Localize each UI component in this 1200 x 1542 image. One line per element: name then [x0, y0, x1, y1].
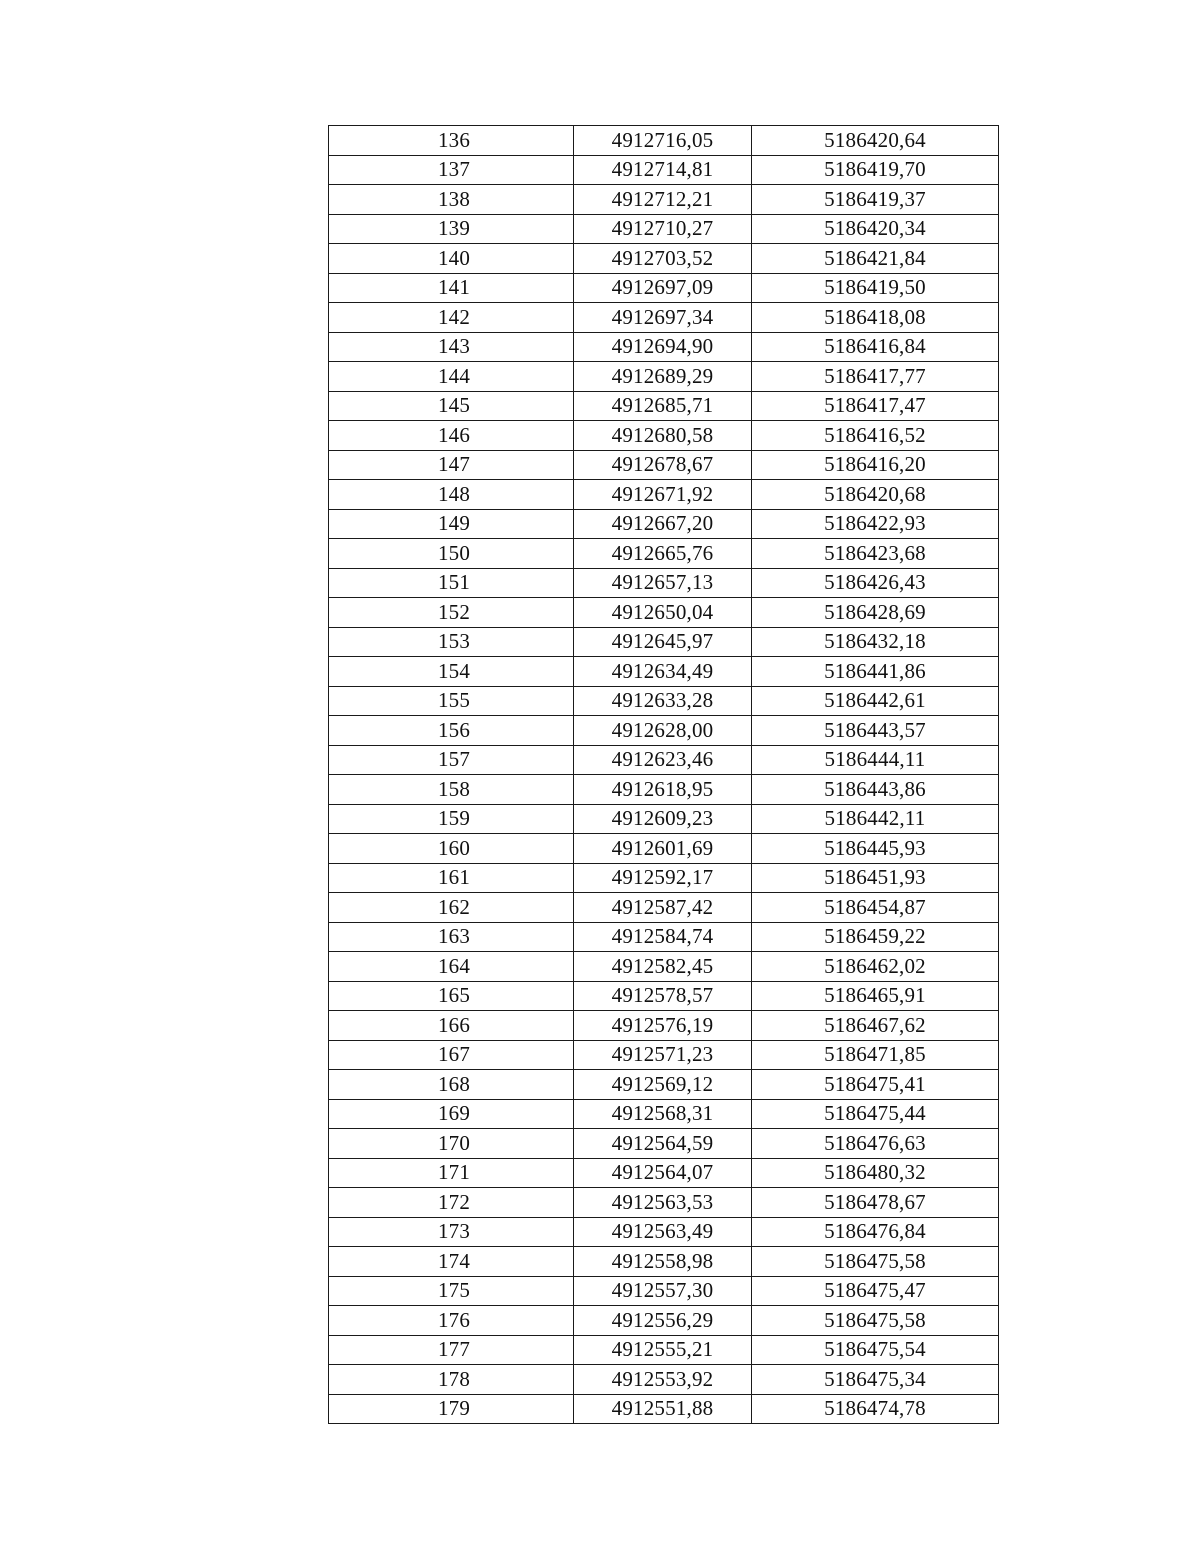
table-row — [329, 657, 999, 687]
point-number-cell: 144 — [329, 362, 574, 392]
y-coordinate-cell: 5186423,68 — [752, 539, 999, 569]
x-coordinate-cell: 4912563,53 — [574, 1188, 752, 1218]
y-coordinate-cell: 5186419,50 — [752, 273, 999, 303]
y-coordinate-cell: 5186476,84 — [752, 1217, 999, 1247]
x-coordinate-cell: 4912665,76 — [574, 539, 752, 569]
point-number-cell: 178 — [329, 1365, 574, 1395]
y-coordinate-cell: 5186462,02 — [752, 952, 999, 982]
point-number-cell: 139 — [329, 214, 574, 244]
y-coordinate-cell: 5186475,34 — [752, 1365, 999, 1395]
y-coordinate-cell: 5186419,37 — [752, 185, 999, 215]
x-coordinate-cell: 4912618,95 — [574, 775, 752, 805]
table-row — [329, 981, 999, 1011]
coordinates-table — [328, 125, 999, 1424]
point-number-cell: 146 — [329, 421, 574, 451]
x-coordinate-cell: 4912716,05 — [574, 126, 752, 156]
table-row — [329, 1099, 999, 1129]
table-row — [329, 1070, 999, 1100]
point-number-cell: 166 — [329, 1011, 574, 1041]
point-number-cell: 147 — [329, 450, 574, 480]
point-number-cell: 169 — [329, 1099, 574, 1129]
point-number-cell: 152 — [329, 598, 574, 628]
x-coordinate-cell: 4912551,88 — [574, 1394, 752, 1424]
y-coordinate-cell: 5186480,32 — [752, 1158, 999, 1188]
point-number-cell: 142 — [329, 303, 574, 333]
table-row — [329, 332, 999, 362]
table-row — [329, 598, 999, 628]
y-coordinate-cell: 5186451,93 — [752, 863, 999, 893]
point-number-cell: 158 — [329, 775, 574, 805]
table-row — [329, 509, 999, 539]
y-coordinate-cell: 5186475,58 — [752, 1306, 999, 1336]
x-coordinate-cell: 4912576,19 — [574, 1011, 752, 1041]
table-row — [329, 1129, 999, 1159]
table-row — [329, 480, 999, 510]
point-number-cell: 177 — [329, 1335, 574, 1365]
x-coordinate-cell: 4912571,23 — [574, 1040, 752, 1070]
x-coordinate-cell: 4912689,29 — [574, 362, 752, 392]
y-coordinate-cell: 5186416,52 — [752, 421, 999, 451]
x-coordinate-cell: 4912633,28 — [574, 686, 752, 716]
x-coordinate-cell: 4912623,46 — [574, 745, 752, 775]
point-number-cell: 174 — [329, 1247, 574, 1277]
x-coordinate-cell: 4912558,98 — [574, 1247, 752, 1277]
point-number-cell: 155 — [329, 686, 574, 716]
y-coordinate-cell: 5186474,78 — [752, 1394, 999, 1424]
x-coordinate-cell: 4912564,59 — [574, 1129, 752, 1159]
table-row — [329, 214, 999, 244]
x-coordinate-cell: 4912584,74 — [574, 922, 752, 952]
point-number-cell: 156 — [329, 716, 574, 746]
point-number-cell: 164 — [329, 952, 574, 982]
y-coordinate-cell: 5186417,77 — [752, 362, 999, 392]
point-number-cell: 160 — [329, 834, 574, 864]
y-coordinate-cell: 5186459,22 — [752, 922, 999, 952]
table-row — [329, 126, 999, 156]
point-number-cell: 168 — [329, 1070, 574, 1100]
table-row — [329, 1276, 999, 1306]
x-coordinate-cell: 4912553,92 — [574, 1365, 752, 1395]
y-coordinate-cell: 5186475,58 — [752, 1247, 999, 1277]
table-row — [329, 834, 999, 864]
x-coordinate-cell: 4912601,69 — [574, 834, 752, 864]
y-coordinate-cell: 5186422,93 — [752, 509, 999, 539]
table-row — [329, 1188, 999, 1218]
table-row — [329, 155, 999, 185]
y-coordinate-cell: 5186475,41 — [752, 1070, 999, 1100]
x-coordinate-cell: 4912582,45 — [574, 952, 752, 982]
y-coordinate-cell: 5186443,57 — [752, 716, 999, 746]
point-number-cell: 173 — [329, 1217, 574, 1247]
x-coordinate-cell: 4912563,49 — [574, 1217, 752, 1247]
point-number-cell: 172 — [329, 1188, 574, 1218]
x-coordinate-cell: 4912712,21 — [574, 185, 752, 215]
point-number-cell: 159 — [329, 804, 574, 834]
point-number-cell: 149 — [329, 509, 574, 539]
table-row — [329, 804, 999, 834]
x-coordinate-cell: 4912568,31 — [574, 1099, 752, 1129]
table-row — [329, 716, 999, 746]
x-coordinate-cell: 4912657,13 — [574, 568, 752, 598]
point-number-cell: 167 — [329, 1040, 574, 1070]
y-coordinate-cell: 5186471,85 — [752, 1040, 999, 1070]
point-number-cell: 137 — [329, 155, 574, 185]
point-number-cell: 176 — [329, 1306, 574, 1336]
y-coordinate-cell: 5186418,08 — [752, 303, 999, 333]
table-row — [329, 303, 999, 333]
point-number-cell: 179 — [329, 1394, 574, 1424]
y-coordinate-cell: 5186420,34 — [752, 214, 999, 244]
table-row — [329, 421, 999, 451]
point-number-cell: 138 — [329, 185, 574, 215]
table-row — [329, 775, 999, 805]
point-number-cell: 165 — [329, 981, 574, 1011]
point-number-cell: 141 — [329, 273, 574, 303]
y-coordinate-cell: 5186416,20 — [752, 450, 999, 480]
table-row — [329, 362, 999, 392]
table-row — [329, 1040, 999, 1070]
table-row — [329, 185, 999, 215]
x-coordinate-cell: 4912650,04 — [574, 598, 752, 628]
table-row — [329, 391, 999, 421]
x-coordinate-cell: 4912697,09 — [574, 273, 752, 303]
x-coordinate-cell: 4912685,71 — [574, 391, 752, 421]
y-coordinate-cell: 5186465,91 — [752, 981, 999, 1011]
x-coordinate-cell: 4912592,17 — [574, 863, 752, 893]
x-coordinate-cell: 4912628,00 — [574, 716, 752, 746]
x-coordinate-cell: 4912667,20 — [574, 509, 752, 539]
point-number-cell: 151 — [329, 568, 574, 598]
x-coordinate-cell: 4912609,23 — [574, 804, 752, 834]
table-row — [329, 568, 999, 598]
point-number-cell: 140 — [329, 244, 574, 274]
point-number-cell: 175 — [329, 1276, 574, 1306]
y-coordinate-cell: 5186420,64 — [752, 126, 999, 156]
y-coordinate-cell: 5186475,47 — [752, 1276, 999, 1306]
point-number-cell: 153 — [329, 627, 574, 657]
table-row — [329, 893, 999, 923]
x-coordinate-cell: 4912703,52 — [574, 244, 752, 274]
x-coordinate-cell: 4912678,67 — [574, 450, 752, 480]
y-coordinate-cell: 5186420,68 — [752, 480, 999, 510]
y-coordinate-cell: 5186476,63 — [752, 1129, 999, 1159]
y-coordinate-cell: 5186444,11 — [752, 745, 999, 775]
x-coordinate-cell: 4912555,21 — [574, 1335, 752, 1365]
point-number-cell: 145 — [329, 391, 574, 421]
y-coordinate-cell: 5186442,61 — [752, 686, 999, 716]
table-row — [329, 1247, 999, 1277]
x-coordinate-cell: 4912578,57 — [574, 981, 752, 1011]
point-number-cell: 170 — [329, 1129, 574, 1159]
y-coordinate-cell: 5186426,43 — [752, 568, 999, 598]
y-coordinate-cell: 5186442,11 — [752, 804, 999, 834]
y-coordinate-cell: 5186475,54 — [752, 1335, 999, 1365]
coordinates-table-body — [329, 126, 999, 1424]
table-row — [329, 922, 999, 952]
table-row — [329, 1011, 999, 1041]
y-coordinate-cell: 5186475,44 — [752, 1099, 999, 1129]
x-coordinate-cell: 4912569,12 — [574, 1070, 752, 1100]
point-number-cell: 154 — [329, 657, 574, 687]
table-row — [329, 1335, 999, 1365]
x-coordinate-cell: 4912645,97 — [574, 627, 752, 657]
x-coordinate-cell: 4912634,49 — [574, 657, 752, 687]
y-coordinate-cell: 5186419,70 — [752, 155, 999, 185]
table-row — [329, 1217, 999, 1247]
point-number-cell: 143 — [329, 332, 574, 362]
x-coordinate-cell: 4912710,27 — [574, 214, 752, 244]
point-number-cell: 162 — [329, 893, 574, 923]
point-number-cell: 157 — [329, 745, 574, 775]
x-coordinate-cell: 4912714,81 — [574, 155, 752, 185]
table-row — [329, 273, 999, 303]
table-row — [329, 1365, 999, 1395]
y-coordinate-cell: 5186445,93 — [752, 834, 999, 864]
x-coordinate-cell: 4912671,92 — [574, 480, 752, 510]
y-coordinate-cell: 5186454,87 — [752, 893, 999, 923]
table-row — [329, 863, 999, 893]
x-coordinate-cell: 4912680,58 — [574, 421, 752, 451]
table-row — [329, 244, 999, 274]
table-row — [329, 450, 999, 480]
point-number-cell: 161 — [329, 863, 574, 893]
x-coordinate-cell: 4912697,34 — [574, 303, 752, 333]
point-number-cell: 171 — [329, 1158, 574, 1188]
y-coordinate-cell: 5186478,67 — [752, 1188, 999, 1218]
x-coordinate-cell: 4912587,42 — [574, 893, 752, 923]
table-row — [329, 952, 999, 982]
point-number-cell: 136 — [329, 126, 574, 156]
y-coordinate-cell: 5186421,84 — [752, 244, 999, 274]
point-number-cell: 150 — [329, 539, 574, 569]
table-row — [329, 745, 999, 775]
x-coordinate-cell: 4912556,29 — [574, 1306, 752, 1336]
y-coordinate-cell: 5186443,86 — [752, 775, 999, 805]
y-coordinate-cell: 5186441,86 — [752, 657, 999, 687]
y-coordinate-cell: 5186432,18 — [752, 627, 999, 657]
point-number-cell: 148 — [329, 480, 574, 510]
table-row — [329, 627, 999, 657]
table-row — [329, 1394, 999, 1424]
point-number-cell: 163 — [329, 922, 574, 952]
y-coordinate-cell: 5186467,62 — [752, 1011, 999, 1041]
y-coordinate-cell: 5186428,69 — [752, 598, 999, 628]
y-coordinate-cell: 5186416,84 — [752, 332, 999, 362]
table-row — [329, 1158, 999, 1188]
table-row — [329, 539, 999, 569]
x-coordinate-cell: 4912564,07 — [574, 1158, 752, 1188]
x-coordinate-cell: 4912694,90 — [574, 332, 752, 362]
y-coordinate-cell: 5186417,47 — [752, 391, 999, 421]
table-row — [329, 1306, 999, 1336]
x-coordinate-cell: 4912557,30 — [574, 1276, 752, 1306]
table-row — [329, 686, 999, 716]
